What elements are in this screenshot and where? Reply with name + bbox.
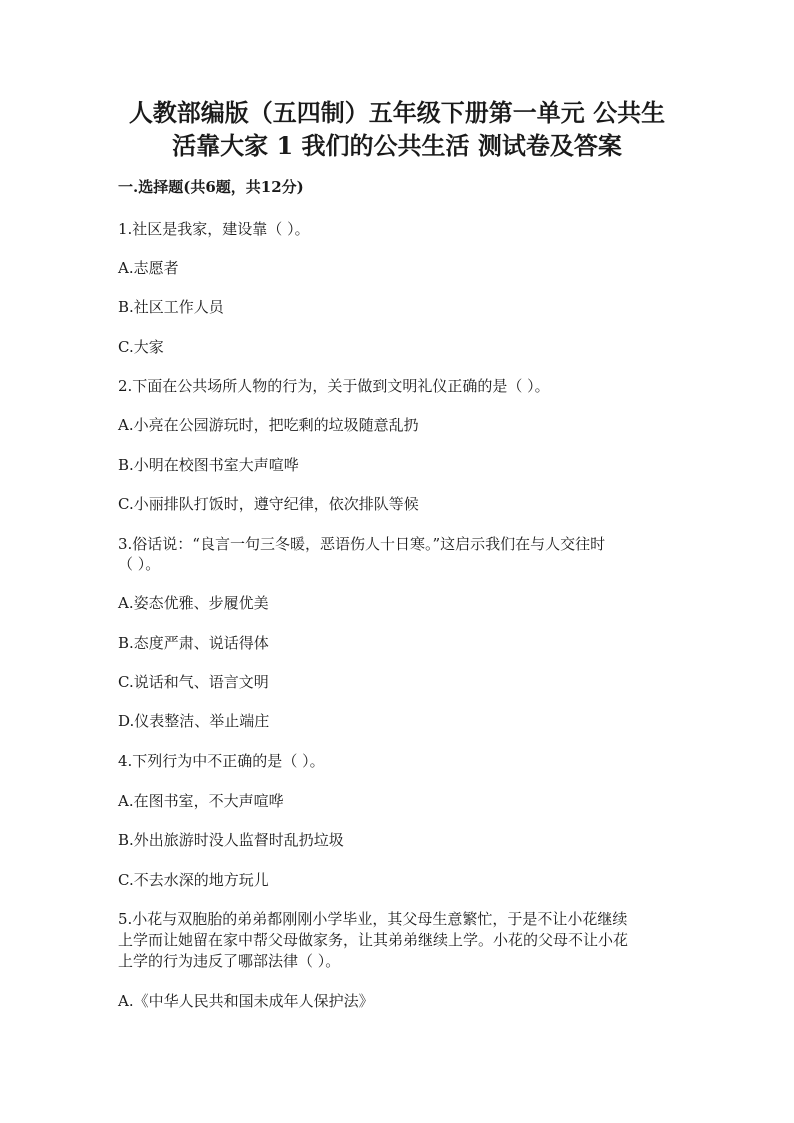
q3-stem-line-2: （ ）。 bbox=[118, 555, 161, 573]
q4-option-b: B.外出旅游时没人监督时乱扔垃圾 bbox=[118, 831, 344, 849]
q1-option-c: C.大家 bbox=[118, 338, 164, 356]
q4-option-a: A.在图书室，不大声喧哗 bbox=[118, 792, 284, 810]
q2-option-b: B.小明在校图书室大声喧哗 bbox=[118, 456, 299, 474]
section-heading: 一.选择题(共6题，共12分) bbox=[118, 178, 304, 196]
title-line-1: 人教部编版（五四制）五年级下册第一单元 公共生 bbox=[128, 98, 666, 127]
q3-option-b: B.态度严肃、说话得体 bbox=[118, 634, 269, 652]
q5-option-a: A.《中华人民共和国未成年人保护法》 bbox=[118, 992, 374, 1010]
q4-option-c: C.不去水深的地方玩儿 bbox=[118, 871, 269, 889]
q3-option-c: C.说话和气、语言文明 bbox=[118, 673, 269, 691]
q5-stem-line-2: 上学而让她留在家中帮父母做家务，让其弟弟继续上学。小花的父母不让小花 bbox=[118, 931, 629, 949]
title-line-2: 活靠大家 1 我们的公共生活 测试卷及答案 bbox=[172, 131, 622, 160]
q2-option-c: C.小丽排队打饭时，遵守纪律，依次排队等候 bbox=[118, 495, 419, 513]
q2-stem: 2.下面在公共场所人物的行为，关于做到文明礼仪正确的是（ ）。 bbox=[118, 377, 550, 395]
q1-option-b: B.社区工作人员 bbox=[118, 298, 224, 316]
q3-option-a: A.姿态优雅、步履优美 bbox=[118, 594, 269, 612]
q4-stem: 4.下列行为中不正确的是（ ）。 bbox=[118, 752, 325, 770]
q5-stem-line-1: 5.小花与双胞胎的弟弟都刚刚小学毕业，其父母生意繁忙，于是不让小花继续 bbox=[118, 910, 628, 928]
q1-stem: 1.社区是我家，建设靠（ ）。 bbox=[118, 220, 310, 238]
document-title bbox=[100, 96, 694, 162]
q2-option-a: A.小亮在公园游玩时，把吃剩的垃圾随意乱扔 bbox=[118, 416, 419, 434]
q5-stem-line-3: 上学的行为违反了哪部法律（ ）。 bbox=[118, 952, 341, 970]
q1-option-a: A.志愿者 bbox=[118, 259, 179, 277]
q3-option-d: D.仪表整洁、举止端庄 bbox=[118, 712, 270, 730]
q3-stem-line-1: 3.俗话说：“良言一句三冬暖，恶语伤人十日寒。”这启示我们在与人交往时 bbox=[118, 535, 606, 553]
